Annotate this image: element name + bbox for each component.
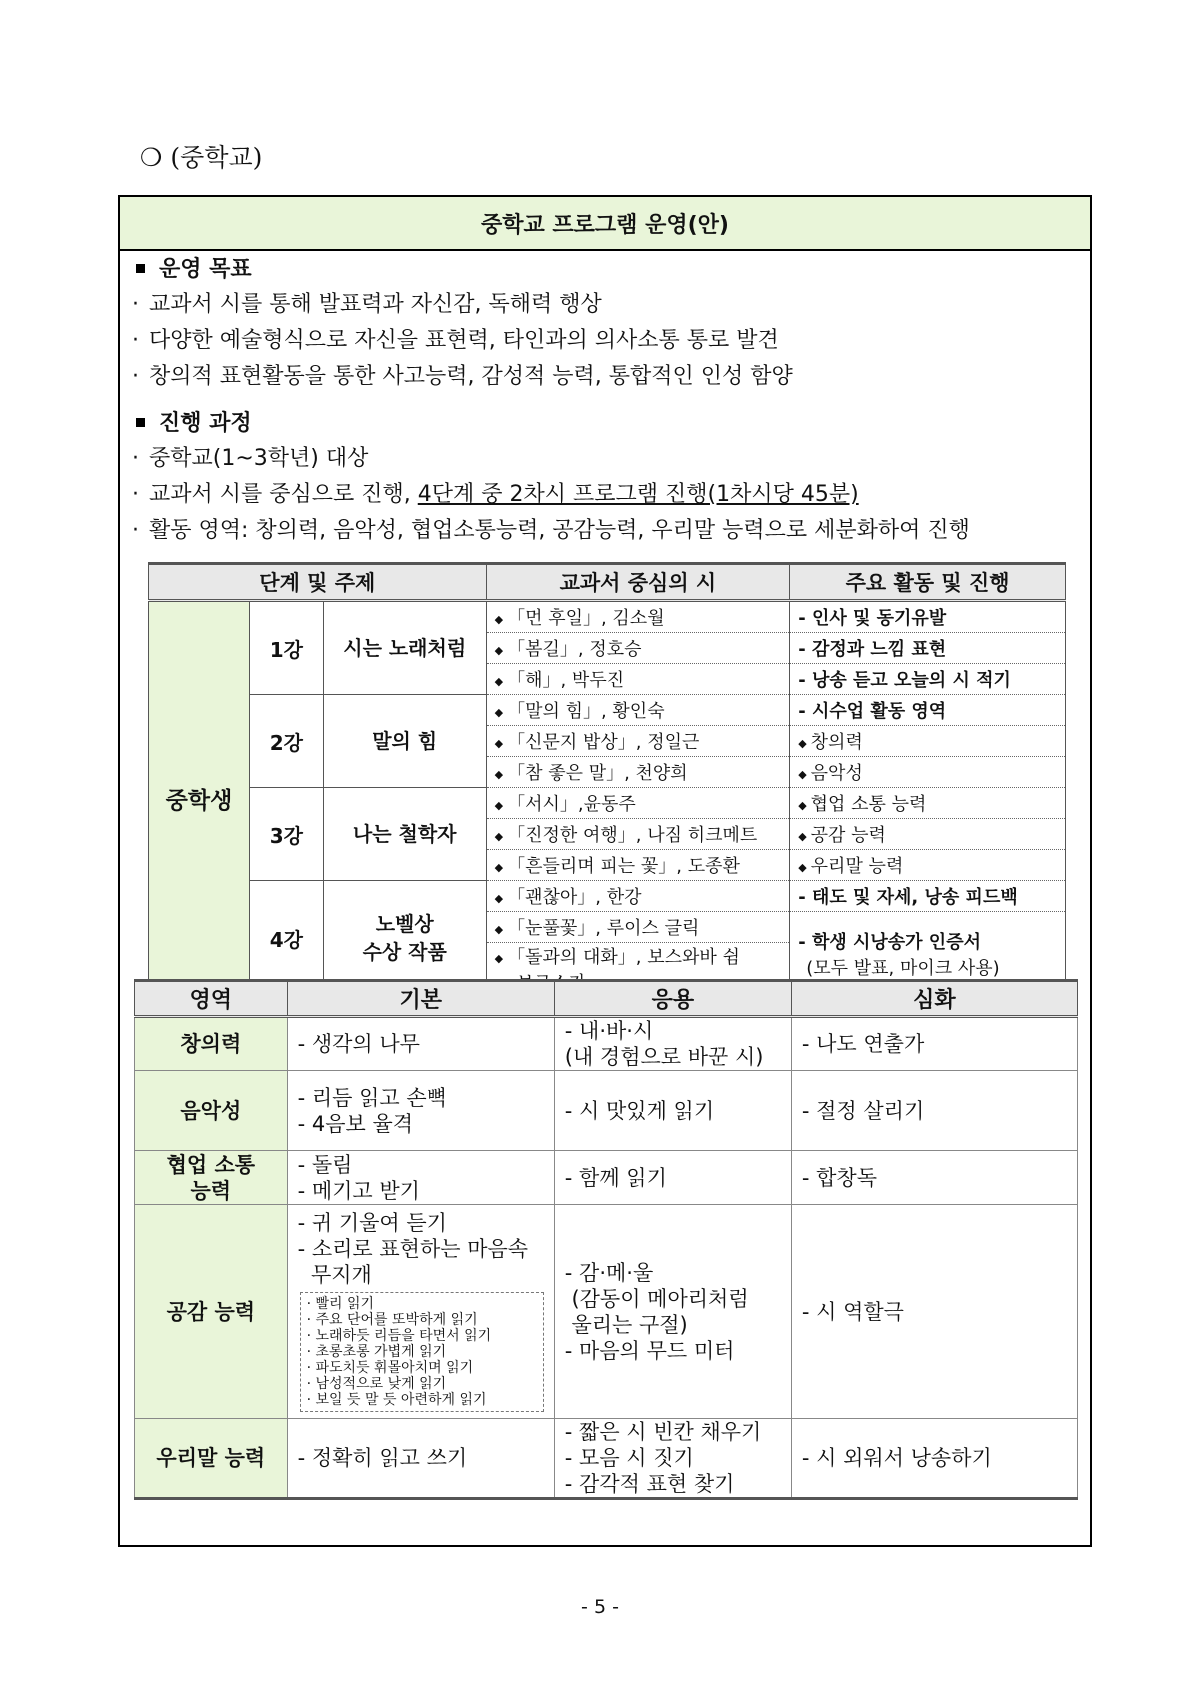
activity-cell: ◆ 우리말 능력	[790, 850, 1066, 881]
activity-cell: ◆ 음악성	[790, 757, 1066, 788]
goals-section	[132, 253, 1082, 395]
group-cell: 중학생	[149, 601, 250, 997]
goal-item: · 창의적 표현활동을 통한 사고능력, 감성적 능력, 통합적인 인성 함양	[132, 364, 793, 389]
activity-cell: - 인사 및 동기유발	[790, 601, 1066, 633]
area-table	[134, 979, 1078, 1500]
basic-cell: - 귀 기울여 듣기 - 소리로 표현하는 마음속 무지개 · 빨리 읽기 · 주요 단어를 또박하게 읽기 · 노래하듯 리듬을 타면서 읽기 · 초롱초롱 가볍게 읽기 · 파도치듯 휘몰아치며 읽기 · 남성적으로 낮게 읽기 · 보일 듯 말 듯 아련하게 읽기	[287, 1205, 554, 1419]
area-cell: 공감 능력	[135, 1205, 288, 1419]
goals-heading: 운영 목표	[132, 253, 1082, 287]
area-cell: 음악성	[135, 1071, 288, 1151]
table-header: 기본	[287, 981, 554, 1017]
poem-cell: ◆ 「눈풀꽃」, 루이스 글릭	[486, 912, 790, 943]
area-cell: 협업 소통 능력	[135, 1151, 288, 1205]
process-section	[132, 407, 1082, 549]
circle-bullet-icon: ❍	[140, 143, 163, 172]
activity-cell: - 감정과 느낌 표현	[790, 633, 1066, 664]
program-table	[148, 562, 1066, 998]
table-row	[135, 1205, 1078, 1419]
area-cell: 우리말 능력	[135, 1419, 288, 1499]
section-heading	[140, 138, 262, 174]
poem-cell: ◆ 「신문지 밥상」, 정일근	[486, 726, 790, 757]
lecture-label: 1강	[249, 601, 323, 695]
applied-cell: - 내·바·시 (내 경험으로 바꾼 시)	[554, 1017, 791, 1071]
basic-cell: - 생각의 나무	[287, 1017, 554, 1071]
activity-cell: ◆ 협업 소통 능력	[790, 788, 1066, 819]
basic-cell: - 정확히 읽고 쓰기	[287, 1419, 554, 1499]
lecture-topic: 나는 철학자	[323, 788, 486, 881]
lecture-label: 4강	[249, 881, 323, 997]
process-heading: 진행 과정	[132, 407, 1082, 441]
table-header: 단계 및 주제	[149, 564, 487, 601]
lecture-label: 2강	[249, 695, 323, 788]
table-row	[135, 1017, 1078, 1071]
lecture-topic: 노벨상 수상 작품	[323, 881, 486, 997]
activity-cell: - 시수업 활동 영역	[790, 695, 1066, 726]
advanced-cell: - 시 역할극	[791, 1205, 1077, 1419]
process-item: · 중학교(1~3학년) 대상	[132, 446, 369, 471]
square-bullet-icon	[136, 418, 145, 427]
applied-cell: - 짧은 시 빈칸 채우기 - 모음 시 짓기 - 감각적 표현 찾기	[554, 1419, 791, 1499]
table-row	[135, 1071, 1078, 1151]
activity-cell: - 태도 및 자세, 낭송 피드백	[790, 881, 1066, 912]
process-item: · 활동 영역: 창의력, 음악성, 협업소통능력, 공감능력, 우리말 능력으로 세분화하여 진행	[132, 518, 970, 543]
activity-cell: ◆ 공감 능력	[790, 819, 1066, 850]
applied-cell: - 감·메·울 (감동이 메아리처럼 울리는 구절) - 마음의 무드 미터	[554, 1205, 791, 1419]
reading-tips-box: · 빨리 읽기 · 주요 단어를 또박하게 읽기 · 노래하듯 리듬을 타면서 읽기 · 초롱초롱 가볍게 읽기 · 파도치듯 휘몰아치며 읽기 · 남성적으로 낮게 읽기 · 보일 듯 말 듯 아련하게 읽기	[300, 1292, 544, 1412]
poem-cell: ◆ 「서시」,윤동주	[486, 788, 790, 819]
goal-item: · 교과서 시를 통해 발표력과 자신감, 독해력 행상	[132, 292, 602, 317]
lecture-label: 3강	[249, 788, 323, 881]
poem-cell: ◆ 「괜찮아」, 한강	[486, 881, 790, 912]
underlined-text: 4단계 중 2차시 프로그램 진행(1차시당 45분)	[417, 482, 859, 507]
activity-cell: - 낭송 듣고 오늘의 시 적기	[790, 664, 1066, 695]
program-box	[118, 195, 1092, 1547]
activity-cell: - 학생 시낭송가 인증서 (모두 발표, 마이크 사용)	[790, 912, 1066, 997]
activity-cell: ◆ 창의력	[790, 726, 1066, 757]
process-item: · 교과서 시를 중심으로 진행, 4단계 중 2차시 프로그램 진행(1차시당 45분)	[132, 482, 859, 507]
table-header: 심화	[791, 981, 1077, 1017]
applied-cell: - 시 맛있게 읽기	[554, 1071, 791, 1151]
poem-cell: ◆ 「진정한 여행」, 나짐 히크메트	[486, 819, 790, 850]
poem-cell: ◆ 「돌과의 대화」, 보스와바 쉼	[486, 943, 790, 970]
advanced-cell: - 합창독	[791, 1151, 1077, 1205]
poem-cell: ◆ 「먼 후일」, 김소월	[486, 601, 790, 633]
basic-cell: - 리듬 읽고 손뼉 - 4음보 율격	[287, 1071, 554, 1151]
basic-cell: - 돌림 - 메기고 받기	[287, 1151, 554, 1205]
table-header: 영역	[135, 981, 288, 1017]
advanced-cell: - 나도 연출가	[791, 1017, 1077, 1071]
section-heading-text: (중학교)	[170, 143, 263, 172]
table-header: 응용	[554, 981, 791, 1017]
box-title: 중학교 프로그램 운영(안)	[120, 197, 1090, 251]
poem-cell: ◆ 「봄길」, 정호승	[486, 633, 790, 664]
table-row	[135, 1419, 1078, 1499]
area-cell: 창의력	[135, 1017, 288, 1071]
table-header: 주요 활동 및 진행	[790, 564, 1066, 601]
square-bullet-icon	[136, 264, 145, 273]
applied-cell: - 함께 읽기	[554, 1151, 791, 1205]
page-number: - 5 -	[581, 1596, 619, 1618]
poem-cell: ◆ 「말의 힘」, 황인숙	[486, 695, 790, 726]
table-row	[135, 1151, 1078, 1205]
goal-item: · 다양한 예술형식으로 자신을 표현력, 타인과의 의사소통 통로 발견	[132, 328, 779, 353]
lecture-topic: 말의 힘	[323, 695, 486, 788]
advanced-cell: - 절정 살리기	[791, 1071, 1077, 1151]
advanced-cell: - 시 외워서 낭송하기	[791, 1419, 1077, 1499]
poem-cell: ◆ 「해」, 박두진	[486, 664, 790, 695]
lecture-topic: 시는 노래처럼	[323, 601, 486, 695]
poem-cell: ◆ 「흔들리며 피는 꽃」, 도종환	[486, 850, 790, 881]
table-header: 교과서 중심의 시	[486, 564, 790, 601]
poem-cell: ◆ 「참 좋은 말」, 천양희	[486, 757, 790, 788]
